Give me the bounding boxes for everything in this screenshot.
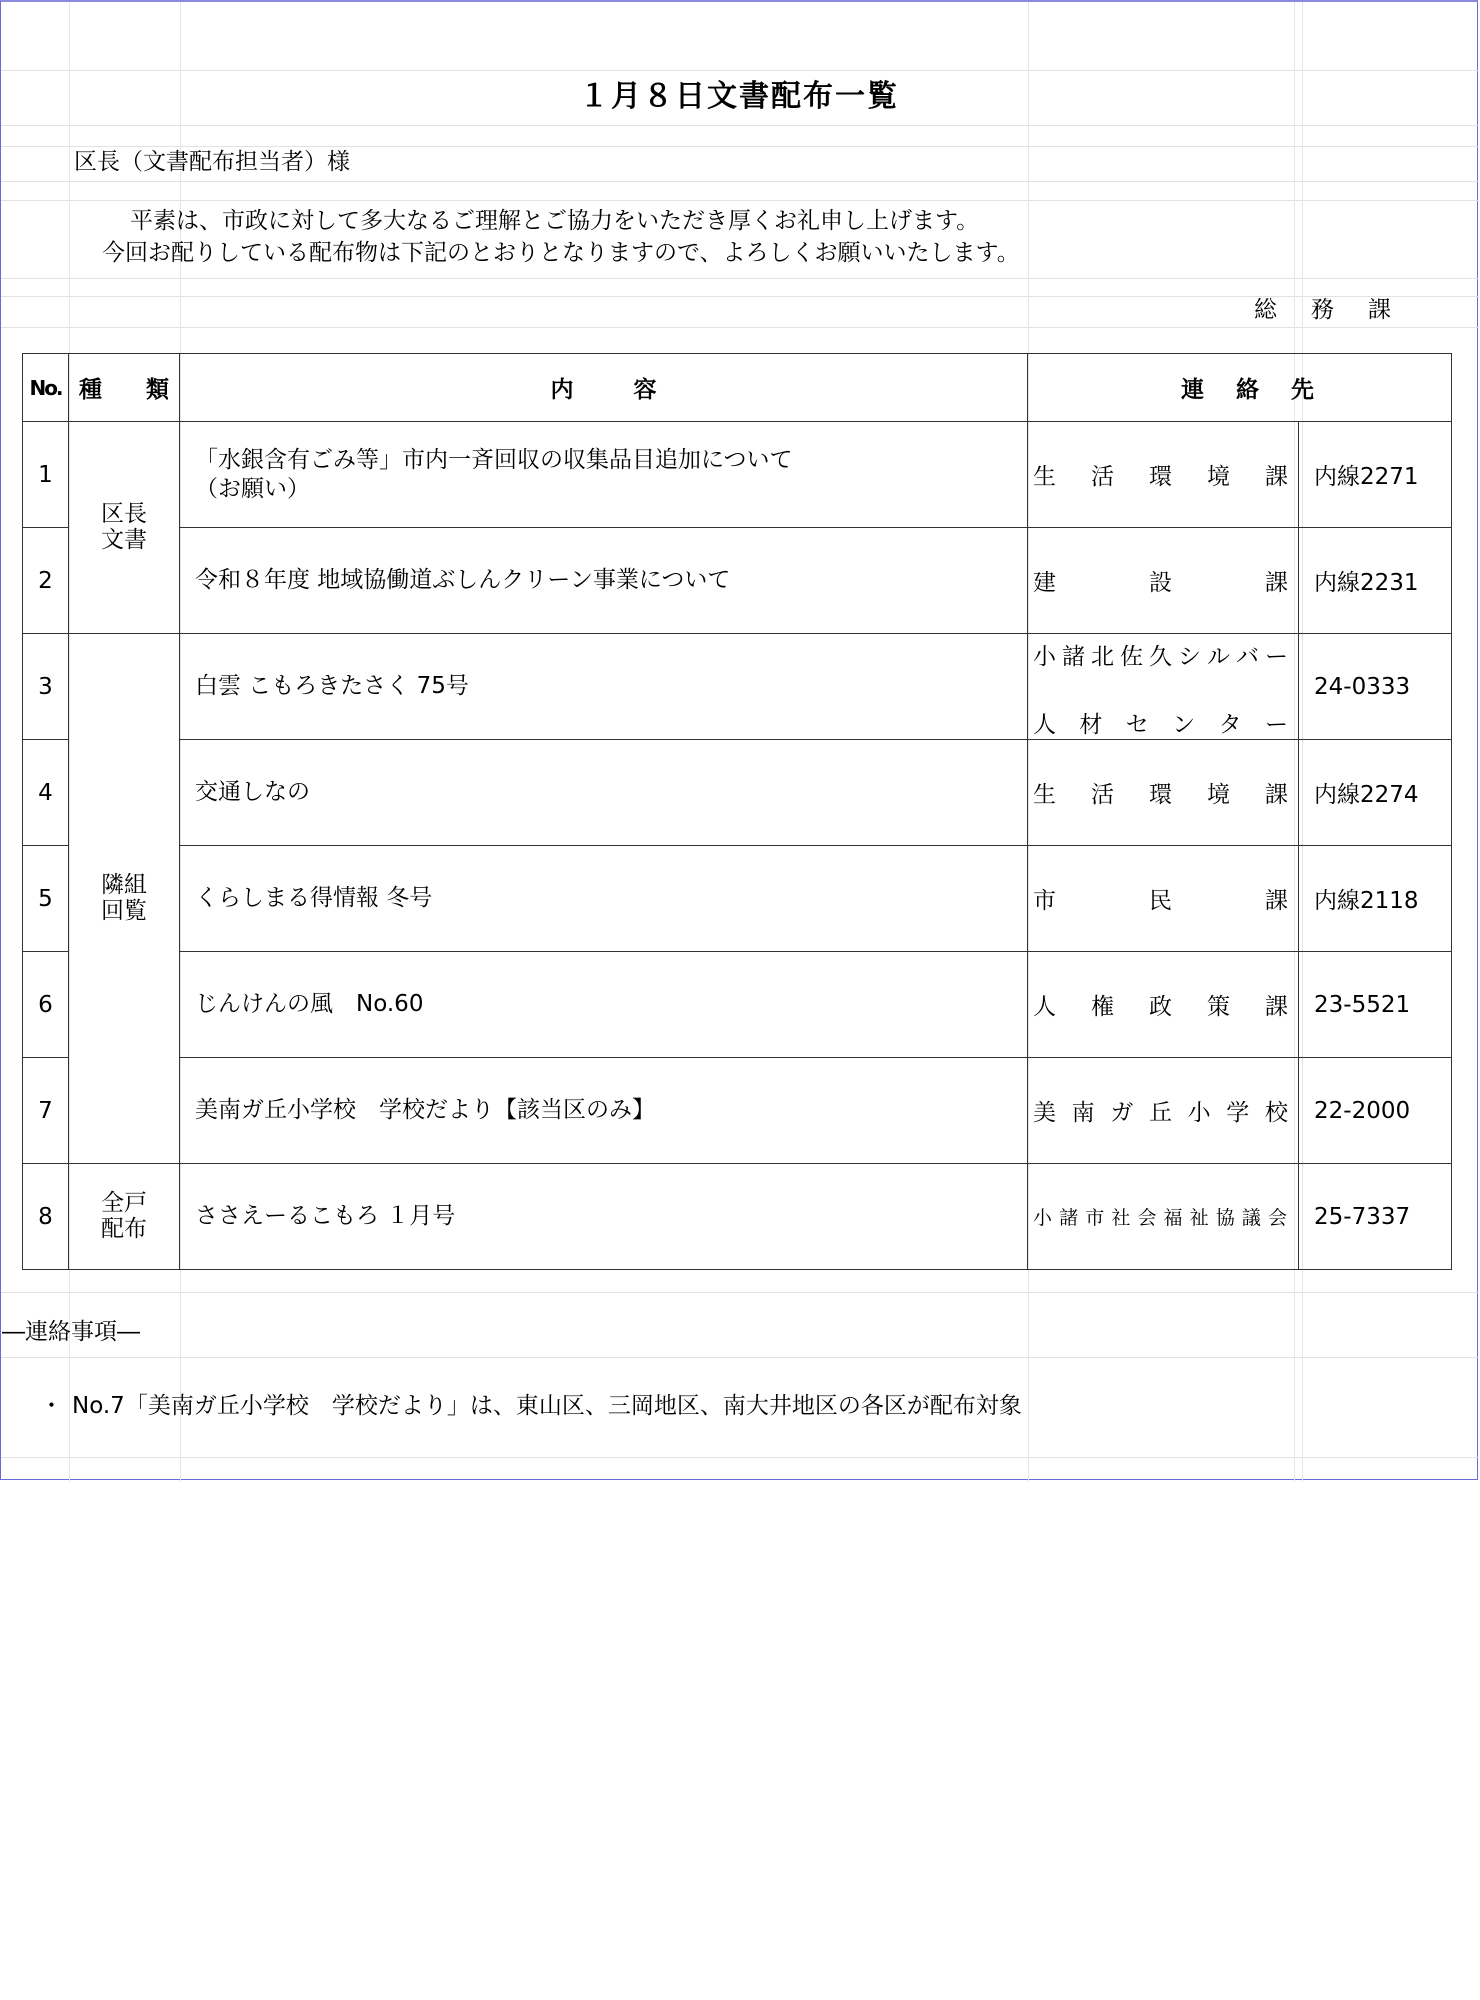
department-cell — [1028, 528, 1299, 634]
department-char: 設 — [1149, 570, 1172, 596]
content-cell — [180, 952, 1028, 1058]
table-row — [23, 634, 1452, 740]
department-char: ン — [1172, 712, 1196, 738]
department-char: 議 — [1241, 1207, 1262, 1229]
row-number: 7 — [23, 1058, 69, 1164]
department-char: 祉 — [1189, 1207, 1210, 1229]
department-char: 課 — [1265, 888, 1288, 914]
department-char: 北 — [1091, 644, 1114, 670]
department-char: 美 — [1033, 1100, 1056, 1126]
table-row — [23, 422, 1452, 528]
department-char: 小 — [1187, 1100, 1211, 1126]
department-char: 市 — [1085, 1207, 1106, 1229]
row-number: 3 — [23, 634, 69, 740]
department-char: 生 — [1033, 782, 1056, 808]
header-contact — [1028, 354, 1452, 422]
page-title: １月８日文書配布一覧 — [579, 79, 899, 114]
gridline — [1, 1292, 1479, 1293]
department-char: 境 — [1207, 782, 1230, 808]
row-number: 1 — [23, 422, 69, 528]
department-char: 小 — [1033, 1207, 1054, 1229]
phone-cell: 24-0333 — [1299, 634, 1452, 740]
category-line: 隣組 — [101, 872, 147, 899]
content-line: くらしまる得情報 冬号 — [195, 885, 433, 912]
department-char: 活 — [1091, 782, 1114, 808]
phone-cell: 25-7337 — [1299, 1164, 1452, 1270]
header-char: 容 — [633, 377, 657, 403]
department-char: 境 — [1207, 464, 1230, 490]
department-char: 課 — [1265, 994, 1288, 1020]
gridline — [1, 327, 1479, 328]
content-cell — [180, 634, 1028, 740]
phone-cell: 内線2271 — [1299, 422, 1452, 528]
department-char: ガ — [1110, 1100, 1134, 1126]
header-no: No. — [23, 354, 69, 422]
addressee: 区長（文書配布担当者）様 — [74, 149, 350, 175]
department-cell — [1028, 952, 1299, 1058]
category-line: 文書 — [101, 526, 147, 553]
row-number: 4 — [23, 740, 69, 846]
department-cell — [1028, 1058, 1299, 1164]
category-cell — [69, 1164, 180, 1270]
table-row — [23, 1058, 1452, 1164]
department-char: 学 — [1226, 1100, 1250, 1126]
department-char: 丘 — [1148, 1100, 1172, 1126]
department-char: 活 — [1091, 464, 1114, 490]
department-char: 諸 — [1062, 644, 1085, 670]
department-char: 生 — [1033, 464, 1056, 490]
phone-cell: 内線2118 — [1299, 846, 1452, 952]
department-char: 会 — [1267, 1207, 1288, 1229]
category-line: 配布 — [101, 1215, 147, 1242]
department-char: 南 — [1071, 1100, 1095, 1126]
category-line: 区長 — [101, 501, 147, 528]
row-number: 6 — [23, 952, 69, 1058]
content-line: 白雲 こもろきたさく 75号 — [195, 673, 469, 700]
department-cell — [1028, 422, 1299, 528]
notes-item: No.7「美南ガ丘小学校 学校だより」は、東山区、三岡地区、南大井地区の各区が配布対象 — [72, 1393, 1022, 1419]
gridline — [1, 1457, 1479, 1458]
department-char: 福 — [1163, 1207, 1184, 1229]
department-char: 民 — [1149, 888, 1172, 914]
category-cell — [69, 422, 180, 634]
content-line: じんけんの風 No.60 — [195, 991, 424, 1018]
department-char: ル — [1207, 644, 1230, 670]
category-cell — [69, 634, 180, 1164]
greeting-line-2: 今回お配りしている配布物は下記のとおりとなりますので、よろしくお願いいたします。 — [102, 240, 1020, 266]
department-cell — [1028, 846, 1299, 952]
table-row — [23, 952, 1452, 1058]
department-char: 人 — [1033, 712, 1056, 738]
gridline — [1, 181, 1479, 182]
content-cell — [180, 528, 1028, 634]
department-char: 権 — [1091, 994, 1114, 1020]
department-char: 市 — [1033, 888, 1056, 914]
distribution-table — [22, 353, 1452, 1270]
content-line: 交通しなの — [195, 779, 310, 806]
sender-department — [1254, 299, 1391, 322]
department-char: 建 — [1033, 570, 1056, 596]
department-cell — [1028, 634, 1299, 740]
header-char: 内 — [550, 377, 574, 403]
content-line: ささえーるこもろ １月号 — [195, 1203, 456, 1230]
content-line: 「水銀含有ごみ等」市内一斉回収の収集品目追加について — [195, 446, 793, 473]
sender-char: 課 — [1368, 297, 1391, 323]
header-char: 絡 — [1236, 377, 1259, 403]
header-char: 種 — [79, 377, 102, 403]
department-char: 諸 — [1059, 1207, 1080, 1229]
gridline — [1, 200, 1479, 201]
content-cell — [180, 740, 1028, 846]
row-number: 2 — [23, 528, 69, 634]
content-line: 令和８年度 地域協働道ぶしんクリーン事業について — [195, 567, 731, 594]
header-content — [180, 354, 1028, 422]
department-char: 校 — [1264, 1100, 1288, 1126]
department-char: 環 — [1149, 464, 1172, 490]
department-char: セ — [1125, 712, 1149, 738]
gridline — [1, 146, 1479, 147]
department-char: 協 — [1215, 1207, 1236, 1229]
department-char: 政 — [1149, 994, 1172, 1020]
department-char: ー — [1265, 644, 1288, 670]
content-line: 美南ガ丘小学校 学校だより【該当区のみ】 — [195, 1097, 655, 1124]
department-char: 環 — [1149, 782, 1172, 808]
department-char: バ — [1236, 644, 1259, 670]
content-line: （お願い） — [195, 475, 310, 502]
content-cell — [180, 422, 1028, 528]
department-char: 小 — [1033, 644, 1056, 670]
notes-bullet: ・ — [40, 1393, 63, 1419]
phone-cell: 23-5521 — [1299, 952, 1452, 1058]
table-header-row — [23, 354, 1452, 422]
department-char: 課 — [1265, 570, 1288, 596]
department-char: 会 — [1137, 1207, 1158, 1229]
department-char: 課 — [1265, 464, 1288, 490]
sender-char: 務 — [1311, 297, 1334, 323]
department-char: 佐 — [1120, 644, 1143, 670]
table-row — [23, 1164, 1452, 1270]
department-char: シ — [1178, 644, 1201, 670]
department-char: タ — [1218, 712, 1242, 738]
gridline — [1, 1357, 1479, 1358]
department-char: ー — [1264, 712, 1288, 738]
header-type — [69, 354, 180, 422]
row-number: 8 — [23, 1164, 69, 1270]
department-char: 材 — [1079, 712, 1103, 738]
row-number: 5 — [23, 846, 69, 952]
phone-cell: 内線2231 — [1299, 528, 1452, 634]
department-char: 久 — [1149, 644, 1172, 670]
header-char: 先 — [1291, 377, 1314, 403]
sender-char: 総 — [1254, 297, 1277, 323]
phone-cell: 内線2274 — [1299, 740, 1452, 846]
content-cell — [180, 1164, 1028, 1270]
category-line: 全戸 — [101, 1190, 147, 1217]
department-char: 策 — [1207, 994, 1230, 1020]
category-line: 回覧 — [101, 897, 147, 924]
phone-cell: 22-2000 — [1299, 1058, 1452, 1164]
header-char: 連 — [1181, 377, 1204, 403]
department-char: 課 — [1265, 782, 1288, 808]
department-char: 社 — [1111, 1207, 1132, 1229]
department-cell — [1028, 740, 1299, 846]
department-cell — [1028, 1164, 1299, 1270]
gridline — [1, 278, 1479, 279]
gridline — [1, 125, 1479, 126]
table-row — [23, 740, 1452, 846]
greeting-line-1: 平素は、市政に対して多大なるご理解とご協力をいただき厚くお礼申し上げます。 — [130, 208, 980, 234]
header-char: 類 — [146, 377, 169, 403]
content-cell — [180, 1058, 1028, 1164]
table-row — [23, 528, 1452, 634]
department-char: 人 — [1033, 994, 1056, 1020]
gridline — [1, 70, 1479, 71]
content-cell — [180, 846, 1028, 952]
notes-heading: ―連絡事項― — [2, 1319, 140, 1345]
table-row — [23, 846, 1452, 952]
